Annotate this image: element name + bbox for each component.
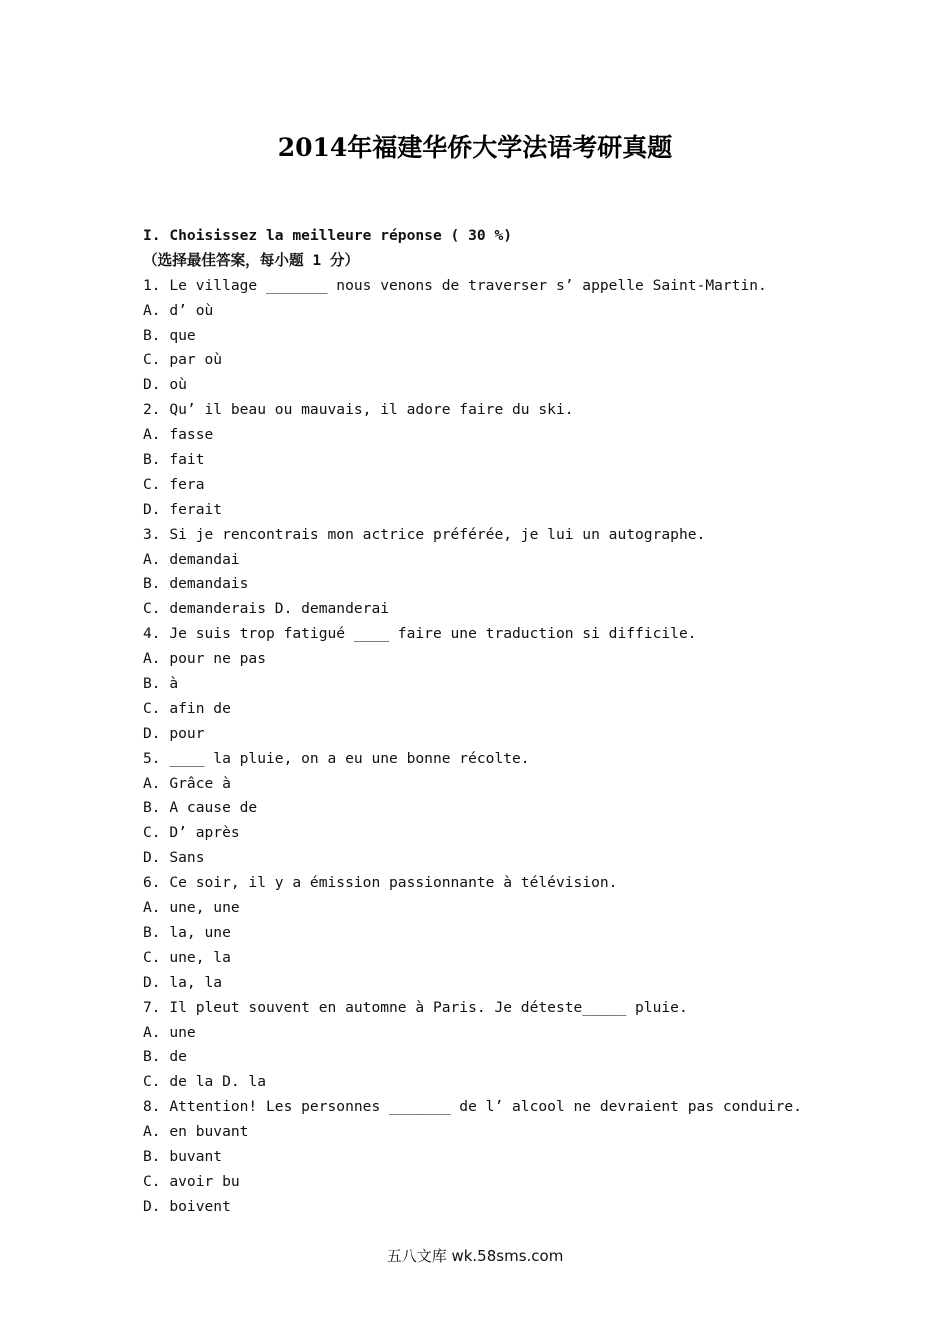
answer-option: D. Sans <box>143 849 205 867</box>
answer-option: A. pour ne pas <box>143 650 267 668</box>
section-heading: I. Choisissez la meilleure réponse ( 30 %) <box>143 227 513 244</box>
answer-option: A. Grâce à <box>143 774 231 792</box>
answer-option: A. une <box>143 1023 196 1041</box>
answer-option: D. boivent <box>143 1197 231 1215</box>
answer-option: B. à <box>143 675 179 693</box>
answer-option: D. ferait <box>143 500 223 518</box>
answer-option: A. fasse <box>143 426 214 444</box>
question-text: 1. Le village _______ nous venons de traverser s’ appelle Saint-Martin. <box>143 276 767 294</box>
answer-option: D. la, la <box>143 973 223 991</box>
question-text: 8. Attention! Les personnes _______ de l’ alcool ne devraient pas conduire. <box>143 1098 802 1116</box>
question-text: 2. Qu’ il beau ou mauvais, il adore faire du ski. <box>143 401 574 419</box>
answer-option: D. où <box>143 376 187 394</box>
answer-option: A. en buvant <box>143 1123 249 1141</box>
question-text: 5. ____ la pluie, on a eu une bonne récolte. <box>143 749 530 767</box>
answer-option: B. demandais <box>143 575 249 593</box>
answer-option: C. fera <box>143 475 205 493</box>
answer-option: A. demandai <box>143 550 240 568</box>
exam-content <box>143 224 843 1220</box>
section-subheading: （选择最佳答案，每小题 1 分） <box>143 251 360 269</box>
answer-option: A. d’ où <box>143 301 214 319</box>
answer-option: C. de la D. la <box>143 1073 267 1091</box>
answer-option: B. la, une <box>143 923 231 941</box>
answer-option: C. par où <box>143 351 223 369</box>
answer-option: B. de <box>143 1048 187 1066</box>
answer-option: C. une, la <box>143 948 231 966</box>
question-text: 3. Si je rencontrais mon actrice préférée, je lui un autographe. <box>143 525 706 543</box>
answer-option: B. buvant <box>143 1147 223 1165</box>
page-title: 2014年福建华侨大学法语考研真题 <box>277 133 673 162</box>
answer-option: C. avoir bu <box>143 1172 240 1190</box>
answer-option: C. D’ après <box>143 824 240 842</box>
question-list <box>143 274 843 1220</box>
answer-option: A. une, une <box>143 899 240 917</box>
answer-option: C. afin de <box>143 699 231 717</box>
answer-option: D. pour <box>143 724 205 742</box>
answer-option: B. fait <box>143 451 205 469</box>
question-text: 4. Je suis trop fatigué ____ faire une traduction si difficile. <box>143 625 697 643</box>
answer-option: B. que <box>143 326 196 344</box>
answer-option: C. demanderais D. demanderai <box>143 600 390 618</box>
question-text: 6. Ce soir, il y a émission passionnante à télévision. <box>143 874 618 892</box>
answer-option: B. A cause de <box>143 799 258 817</box>
question-text: 7. Il pleut souvent en automne à Paris. Je déteste_____ pluie. <box>143 998 688 1016</box>
footer-watermark: 五八文库 wk.58sms.com <box>386 1247 564 1265</box>
